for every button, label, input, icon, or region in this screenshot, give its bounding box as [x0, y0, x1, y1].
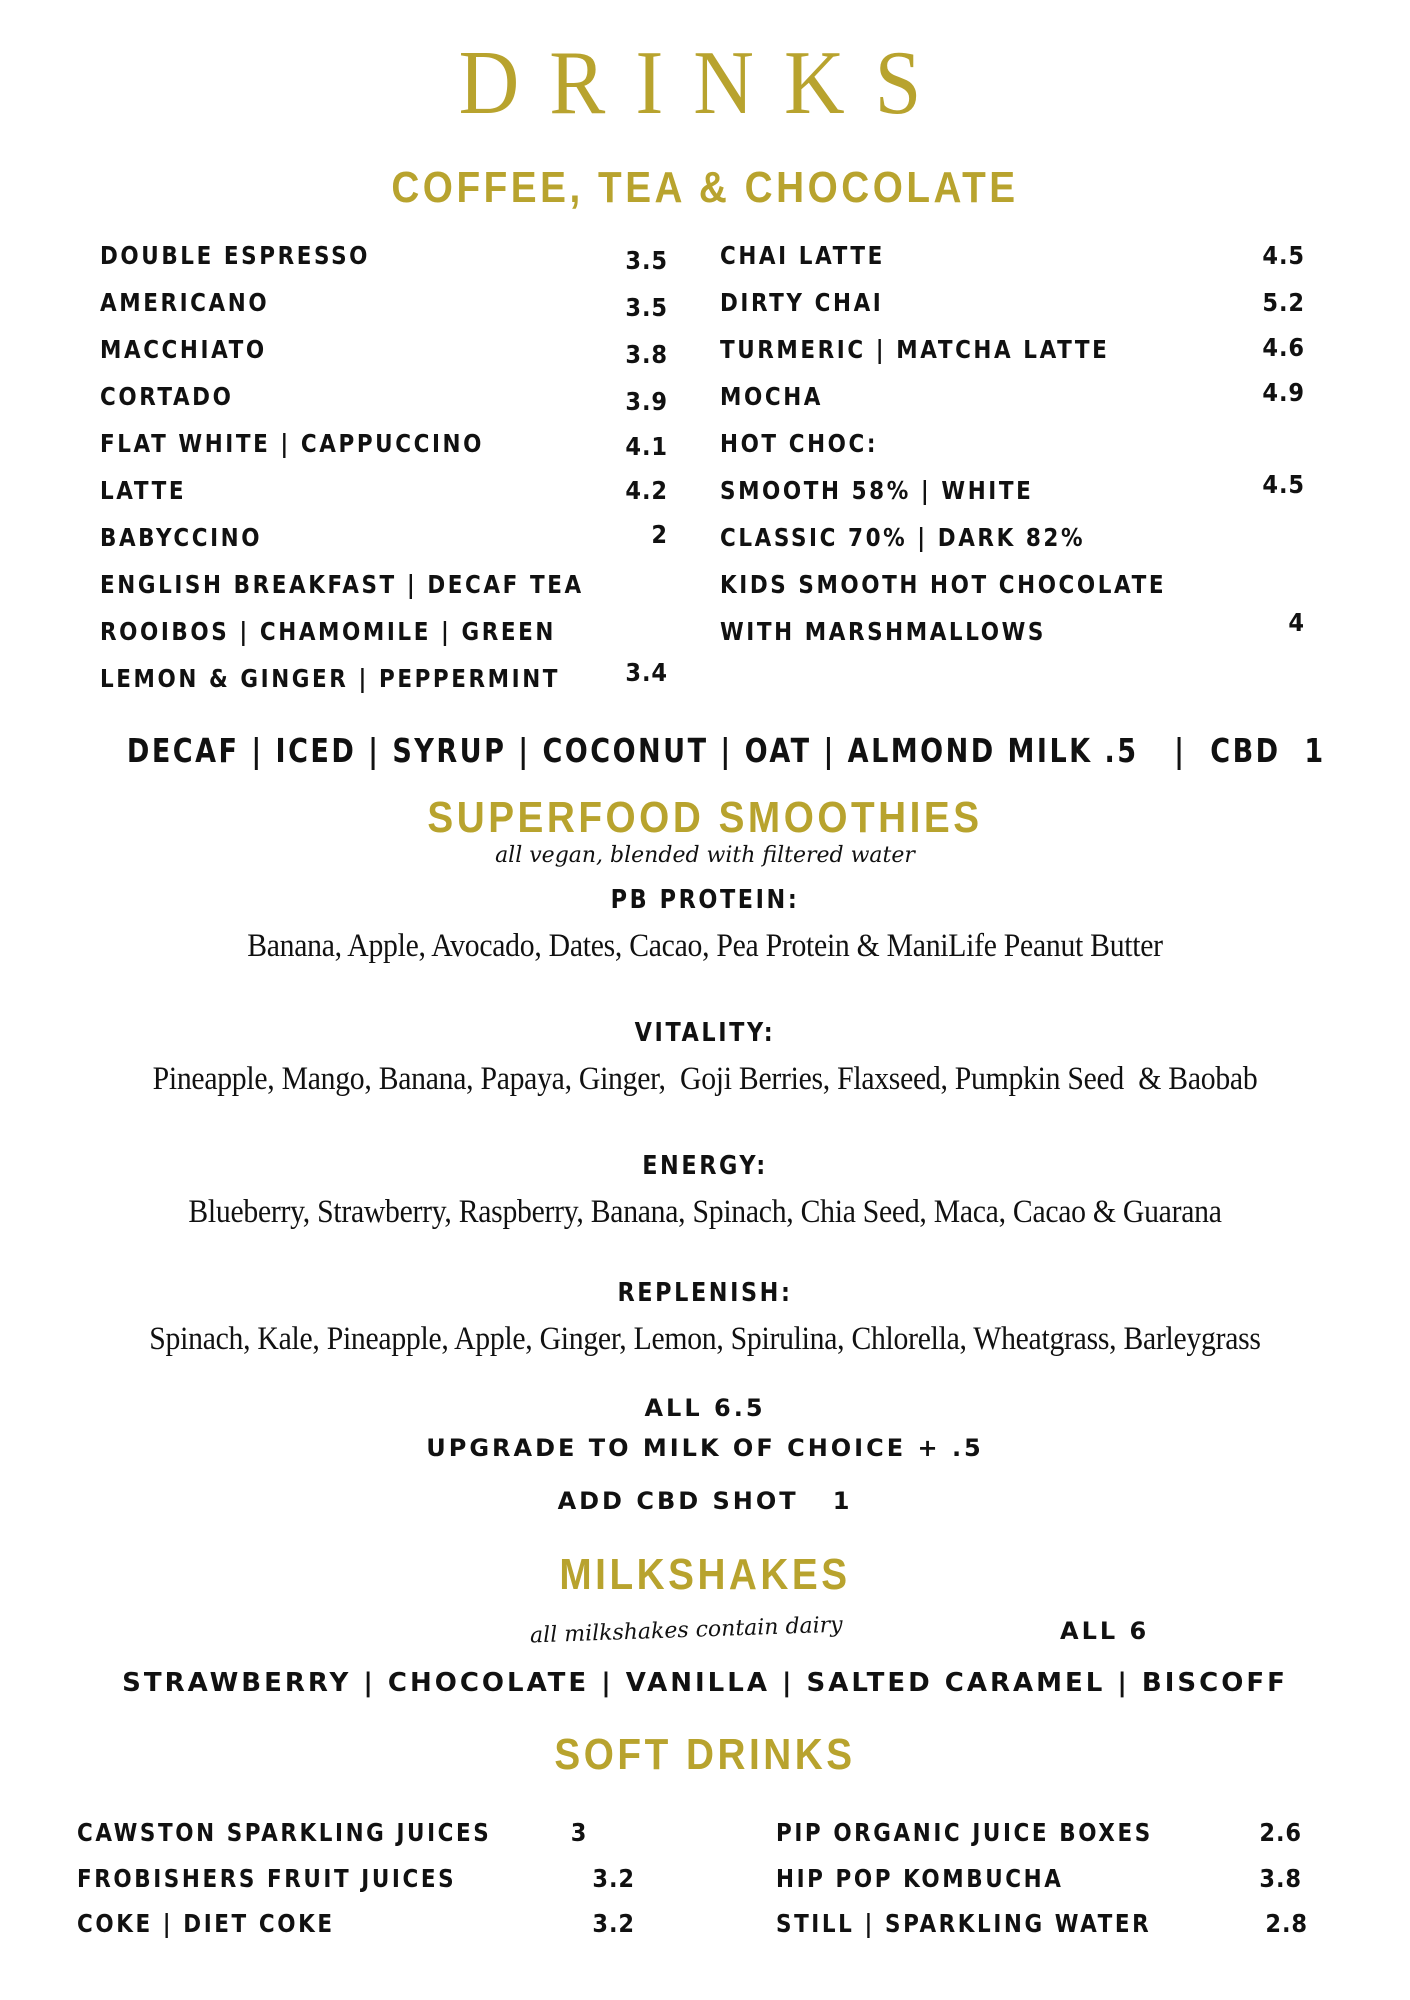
menu-item-name: CORTADO: [100, 382, 234, 411]
smoothies-price-note: ALL 6.5: [644, 1394, 766, 1422]
menu-item-name: ENGLISH BREAKFAST | DECAF TEA: [100, 570, 584, 599]
section-heading-smoothies: SUPERFOOD SMOOTHIES: [427, 793, 983, 842]
smoothie-name: VITALITY:: [634, 1018, 776, 1048]
milkshakes-subtitle: all milkshakes contain dairy: [529, 1612, 844, 1649]
section-heading-milkshakes: MILKSHAKES: [559, 1550, 851, 1599]
menu-item-price: 3.9: [625, 387, 668, 416]
menu-item-price: 3.8: [1259, 1864, 1302, 1893]
menu-item-price: 4: [1288, 608, 1305, 637]
menu-item-name: COKE | DIET COKE: [77, 1909, 335, 1938]
menu-item-name: FROBISHERS FRUIT JUICES: [77, 1864, 457, 1893]
menu-item-name: TURMERIC | MATCHA LATTE: [720, 335, 1110, 364]
menu-item-price: 4.5: [1262, 470, 1305, 499]
page-title: DRINKS: [458, 33, 952, 134]
smoothie-name: REPLENISH:: [617, 1278, 793, 1308]
smoothies-cbd-note: ADD CBD SHOT 1: [557, 1487, 853, 1515]
smoothie-name: PB PROTEIN:: [610, 885, 800, 915]
menu-item-name: KIDS SMOOTH HOT CHOCOLATE: [720, 570, 1167, 599]
menu-item-price: 2.6: [1259, 1818, 1302, 1847]
menu-item-price: 3: [570, 1818, 588, 1847]
menu-item-name: LATTE: [100, 476, 187, 505]
menu-item-name: PIP ORGANIC JUICE BOXES: [776, 1818, 1153, 1847]
coffee-addons: DECAF | ICED | SYRUP | COCONUT | OAT | ALMOND MILK .5 | CBD 1: [126, 731, 1326, 770]
menu-item-price: 4.1: [625, 432, 668, 461]
menu-item-price: 3.5: [625, 293, 668, 322]
milkshakes-flavours: STRAWBERRY | CHOCOLATE | VANILLA | SALTED CARAMEL | BISCOFF: [122, 1668, 1288, 1698]
menu-item-price: 3.5: [625, 246, 668, 275]
smoothie-ingredients: Blueberry, Strawberry, Raspberry, Banana, Spinach, Chia Seed, Maca, Cacao & Guarana: [188, 1194, 1222, 1230]
menu-item-name: MACCHIATO: [100, 335, 267, 364]
menu-item-name: HIP POP KOMBUCHA: [776, 1864, 1064, 1893]
menu-item-name: CLASSIC 70% | DARK 82%: [720, 523, 1086, 552]
milkshakes-price-note: ALL 6: [1060, 1617, 1150, 1645]
smoothies-subtitle: all vegan, blended with filtered water: [495, 843, 915, 868]
menu-item-price: 4.9: [1262, 378, 1305, 407]
menu-item-name: MOCHA: [720, 382, 823, 411]
menu-item-price: 3.4: [625, 658, 668, 687]
menu-item-price: 3.2: [592, 1909, 635, 1938]
menu-item-name: FLAT WHITE | CAPPUCCINO: [100, 429, 484, 458]
menu-item-price: 2: [651, 520, 668, 549]
menu-item-name: LEMON & GINGER | PEPPERMINT: [100, 664, 561, 693]
menu-item-price: 4.5: [1262, 241, 1305, 270]
menu-item-price: 4.6: [1262, 333, 1305, 362]
menu-item-price: 3.8: [625, 340, 668, 369]
section-heading-soft-drinks: SOFT DRINKS: [554, 1730, 856, 1779]
menu-item-name: CAWSTON SPARKLING JUICES: [77, 1818, 492, 1847]
menu-item-name: CHAI LATTE: [720, 241, 885, 270]
section-heading-coffee: COFFEE, TEA & CHOCOLATE: [391, 163, 1019, 212]
menu-item-name: AMERICANO: [100, 288, 270, 317]
smoothie-ingredients: Pineapple, Mango, Banana, Papaya, Ginger, Goji Berries, Flaxseed, Pumpkin Seed & Baobab: [152, 1061, 1258, 1097]
menu-item-price: 3.2: [592, 1864, 635, 1893]
menu-item-name: SMOOTH 58% | WHITE: [720, 476, 1034, 505]
menu-item-name: STILL | SPARKLING WATER: [776, 1909, 1152, 1938]
menu-item-price: 4.2: [625, 476, 668, 505]
menu-item-name: BABYCCINO: [100, 523, 263, 552]
menu-item-name: WITH MARSHMALLOWS: [720, 617, 1046, 646]
smoothie-ingredients: Spinach, Kale, Pineapple, Apple, Ginger, Lemon, Spirulina, Chlorella, Wheatgrass, Barleygrass: [149, 1321, 1261, 1357]
menu-item-price: 5.2: [1262, 288, 1305, 317]
menu-item-name: ROOIBOS | CHAMOMILE | GREEN: [100, 617, 557, 646]
menu-item-name: HOT CHOC:: [720, 429, 879, 458]
smoothies-upgrade-note: UPGRADE TO MILK OF CHOICE + .5: [426, 1434, 984, 1462]
menu-item-price: 2.8: [1265, 1909, 1308, 1938]
menu-item-name: DOUBLE ESPRESSO: [100, 241, 370, 270]
smoothie-name: ENERGY:: [642, 1151, 768, 1181]
smoothie-ingredients: Banana, Apple, Avocado, Dates, Cacao, Pea Protein & ManiLife Peanut Butter: [247, 928, 1163, 964]
menu-item-name: DIRTY CHAI: [720, 288, 884, 317]
